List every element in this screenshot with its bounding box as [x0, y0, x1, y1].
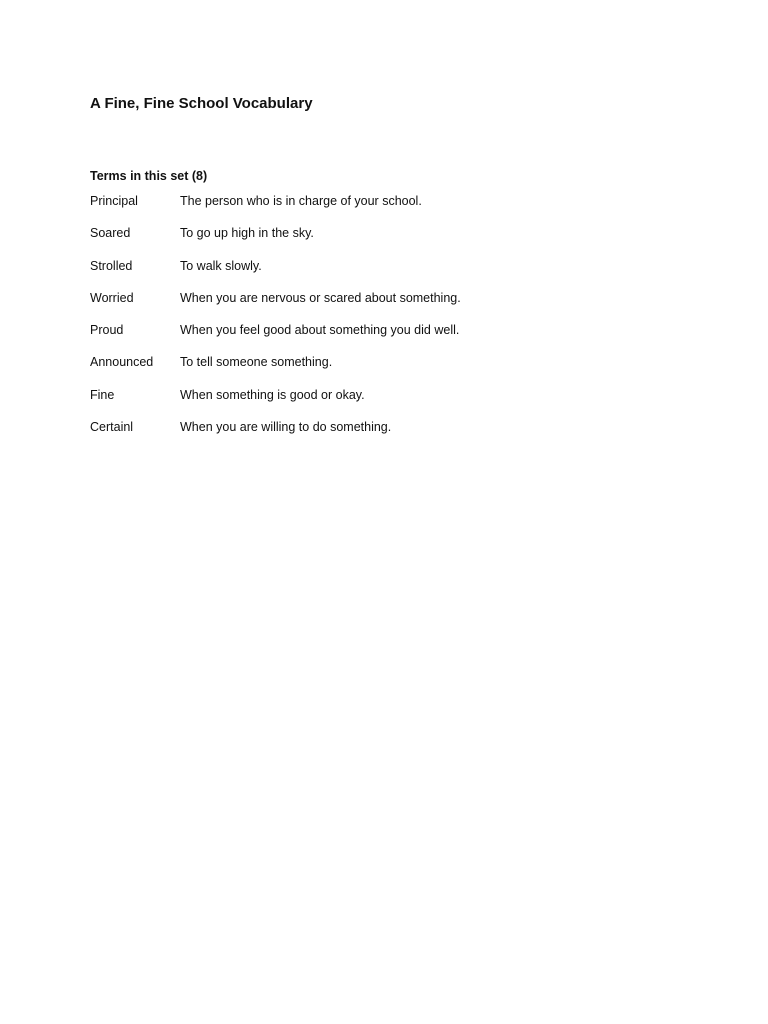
term-word: Proud [90, 323, 124, 338]
term-definition: To go up high in the sky. [180, 226, 314, 241]
term-word: Principal [90, 194, 138, 208]
term-definition: The person who is in charge of your school. [180, 194, 422, 208]
term-row [90, 225, 678, 257]
term-row [90, 193, 678, 225]
document-title: A Fine, Fine School Vocabulary [90, 95, 313, 112]
term-word: Soared [90, 226, 131, 241]
term-definition: When you are willing to do something. [180, 420, 392, 435]
term-row [90, 290, 678, 322]
term-row [90, 322, 678, 354]
term-word: Announced [90, 355, 154, 370]
terms-heading: Terms in this set (8) [90, 169, 208, 183]
term-row [90, 258, 678, 290]
term-word: Fine [90, 387, 115, 402]
term-word: Strolled [90, 258, 133, 273]
term-definition: When you feel good about something you did well. [180, 323, 460, 338]
term-word: Worried [90, 290, 134, 305]
term-definition: When you are nervous or scared about something. [180, 290, 461, 305]
term-word: Certainl [90, 420, 134, 435]
term-definition: When something is good or okay. [180, 387, 365, 402]
terms-list [90, 193, 678, 451]
term-row [90, 354, 678, 386]
term-definition: To walk slowly. [180, 258, 262, 273]
term-definition: To tell someone something. [180, 355, 333, 370]
term-row [90, 419, 678, 451]
term-row [90, 387, 678, 419]
